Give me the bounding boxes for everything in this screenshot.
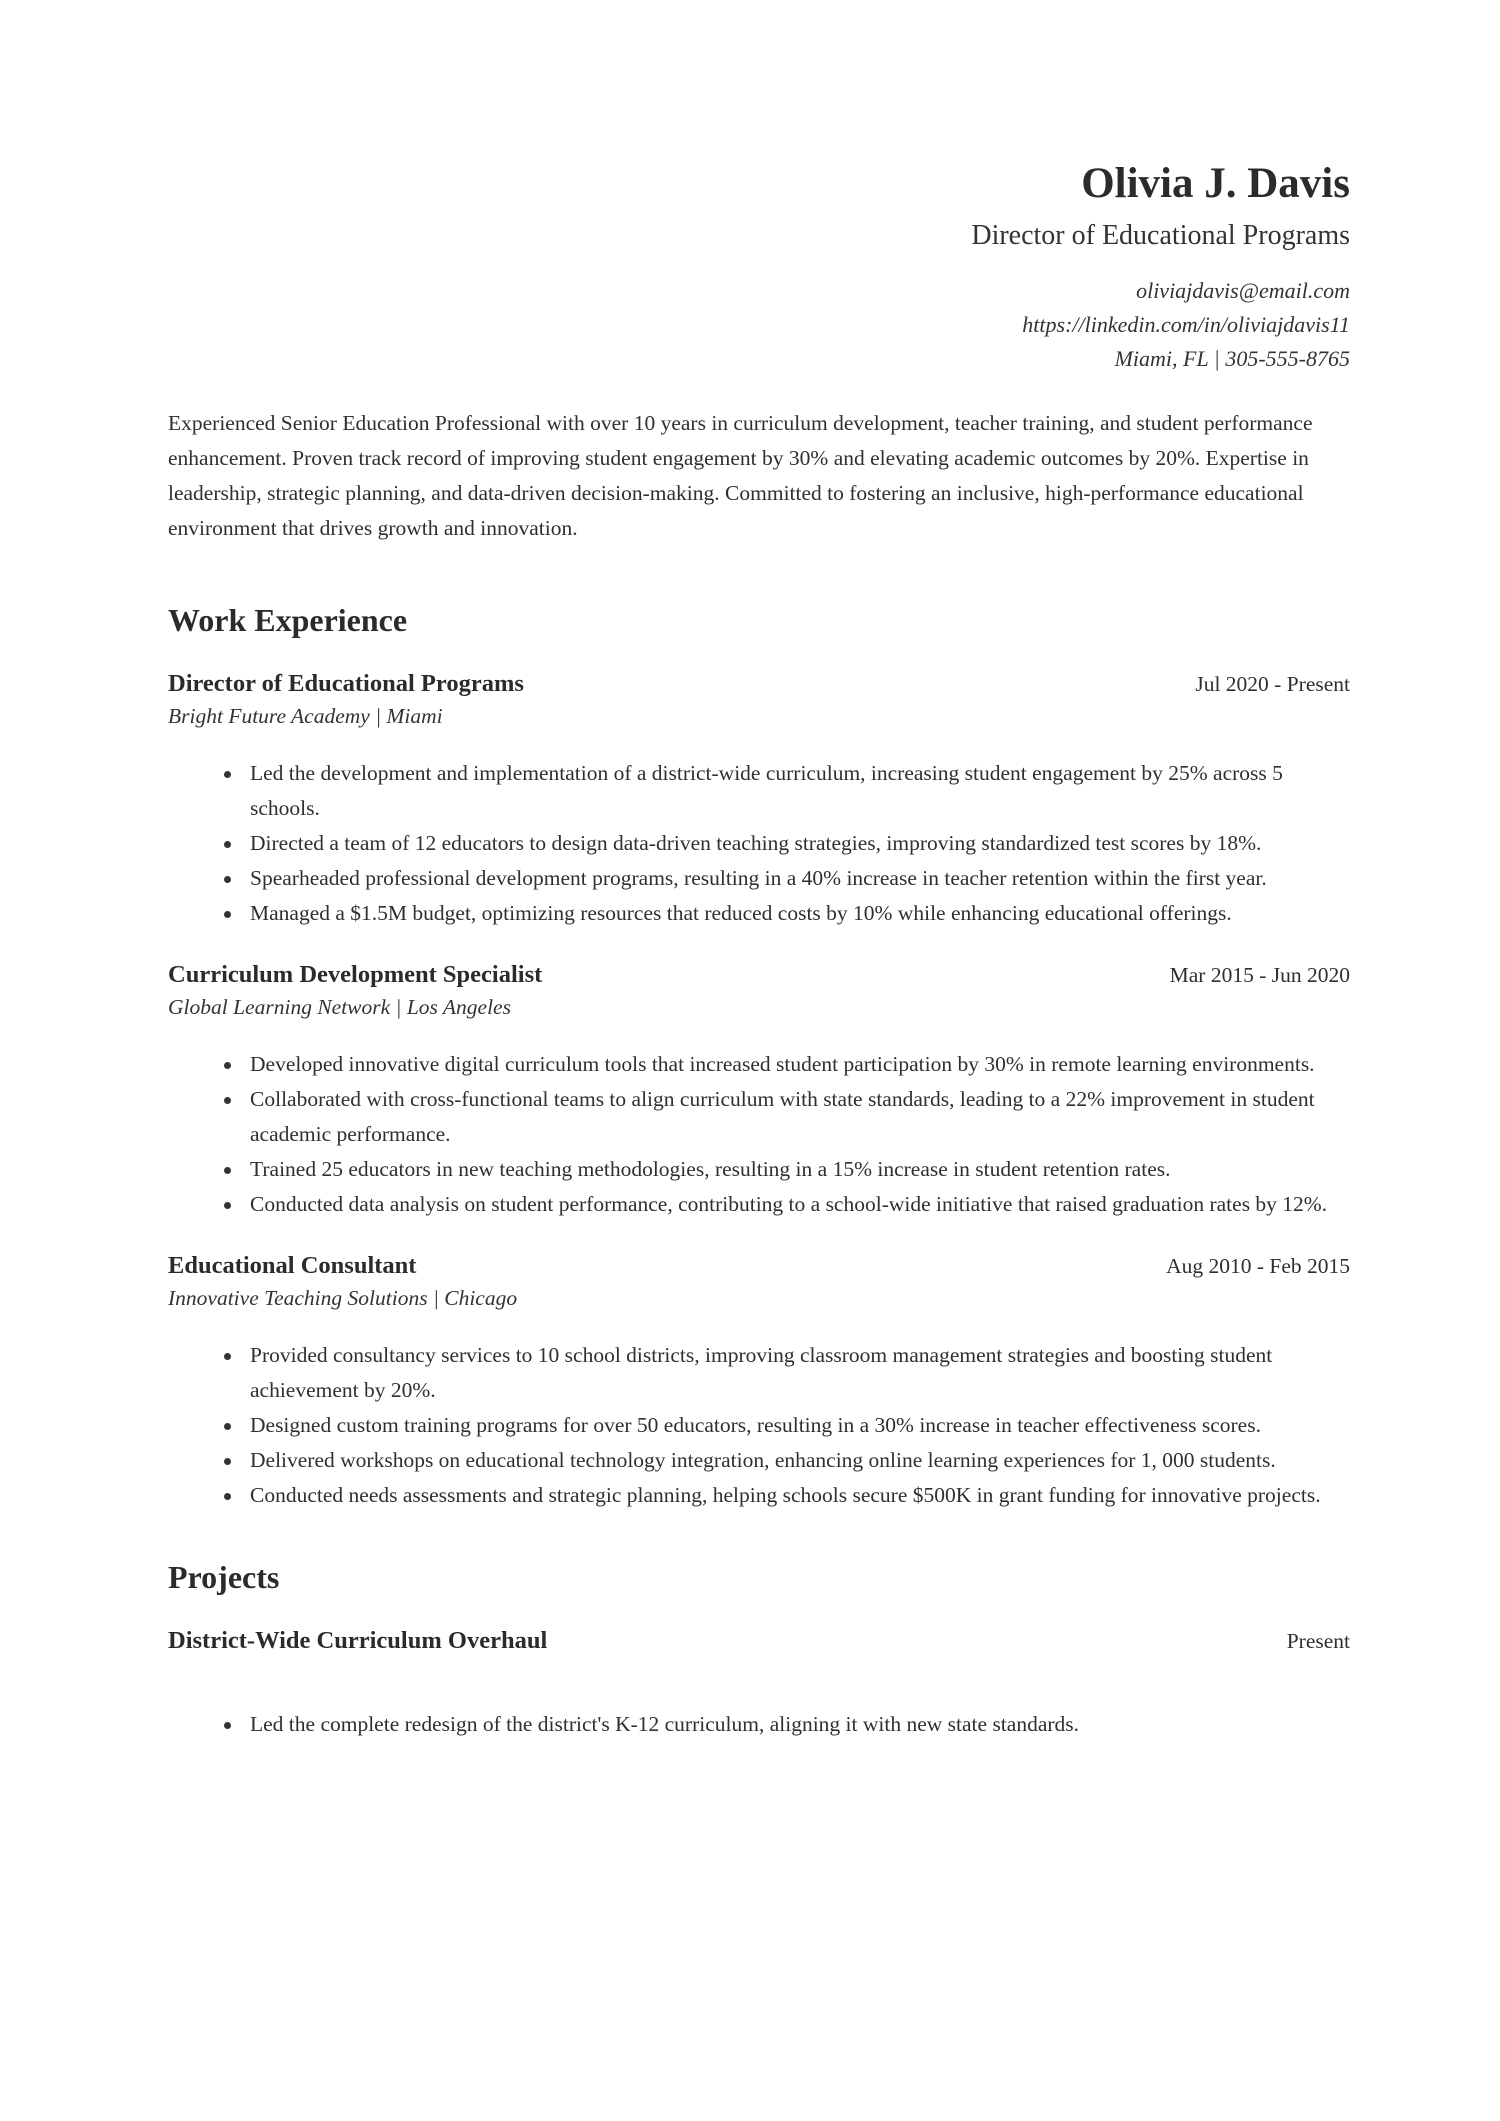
bullet-item: Collaborated with cross-functional teams to align curriculum with state standards, leading to a 22% improvement in student academic performance. [250, 1082, 1350, 1152]
job-title: Director of Educational Programs [168, 670, 524, 697]
bullet-item: Conducted needs assessments and strategic planning, helping schools secure $500K in grant funding for innovative projects. [250, 1478, 1350, 1513]
job-date: Jul 2020 - Present [1195, 672, 1350, 696]
job-header [168, 959, 1350, 991]
job-company: Bright Future Academy | Miami [168, 704, 443, 728]
bullet-item: Directed a team of 12 educators to design data-driven teaching strategies, improving standardized test scores by 18%. [250, 826, 1350, 861]
professional-summary: Experienced Senior Education Professional with over 10 years in curriculum development, teacher training, and student performance enhancement. Proven track record of improving student engagement by 30% and elevating academic outcomes by 20%. Expertise in leadership, strategic planning, and data-driven decision-making. Committed to fostering an inclusive, high-performance educational environment that drives growth and innovation. [168, 411, 1313, 540]
bullet-item: Managed a $1.5M budget, optimizing resources that reduced costs by 10% while enhancing educational offerings. [250, 896, 1350, 931]
project-header [168, 1625, 1350, 1657]
job-header [168, 1250, 1350, 1282]
bullet-item: Delivered workshops on educational technology integration, enhancing online learning experiences for 1, 000 students. [250, 1443, 1350, 1478]
project-bullets [168, 1707, 1350, 1742]
candidate-headline: Director of Educational Programs [971, 220, 1350, 251]
job-entry [168, 668, 1350, 931]
project-entry [168, 1625, 1350, 1742]
bullet-item: Developed innovative digital curriculum tools that increased student participation by 30% in remote learning environments. [250, 1047, 1350, 1082]
job-bullets [168, 1338, 1350, 1513]
email-link[interactable]: oliviajdavis@email.com [1136, 278, 1350, 303]
bullet-item: Trained 25 educators in new teaching methodologies, resulting in a 15% increase in student retention rates. [250, 1152, 1350, 1187]
job-company: Global Learning Network | Los Angeles [168, 995, 511, 1019]
bullet-item: Spearheaded professional development programs, resulting in a 40% increase in teacher retention within the first year. [250, 861, 1350, 896]
candidate-name: Olivia J. Davis [1081, 160, 1350, 207]
job-date: Aug 2010 - Feb 2015 [1166, 1254, 1350, 1278]
bullet-item: Conducted data analysis on student performance, contributing to a school-wide initiative that raised graduation rates by 12%. [250, 1187, 1350, 1222]
job-bullets [168, 1047, 1350, 1222]
contact-info [168, 274, 1350, 376]
job-date: Mar 2015 - Jun 2020 [1169, 963, 1350, 987]
job-bullets [168, 756, 1350, 931]
linkedin-link[interactable]: https://linkedin.com/in/oliviajdavis11 [1022, 312, 1350, 337]
project-title: District-Wide Curriculum Overhaul [168, 1627, 548, 1654]
project-date: Present [1286, 1629, 1350, 1653]
location-phone: Miami, FL | 305-555-8765 [1114, 346, 1350, 371]
job-company: Innovative Teaching Solutions | Chicago [168, 1286, 518, 1310]
job-title: Curriculum Development Specialist [168, 961, 543, 988]
bullet-item: Led the complete redesign of the district's K-12 curriculum, aligning it with new state standards. [250, 1707, 1350, 1742]
section-title-work-experience: Work Experience [168, 602, 408, 638]
job-title: Educational Consultant [168, 1252, 417, 1279]
job-entry [168, 1250, 1350, 1513]
section-title-projects: Projects [168, 1559, 280, 1595]
job-entry [168, 959, 1350, 1222]
job-header [168, 668, 1350, 700]
bullet-item: Led the development and implementation of a district-wide curriculum, increasing student engagement by 25% across 5 schools. [250, 756, 1350, 826]
bullet-item: Provided consultancy services to 10 school districts, improving classroom management strategies and boosting student achievement by 20%. [250, 1338, 1350, 1408]
resume-header [168, 158, 1350, 376]
bullet-item: Designed custom training programs for over 50 educators, resulting in a 30% increase in teacher effectiveness scores. [250, 1408, 1350, 1443]
